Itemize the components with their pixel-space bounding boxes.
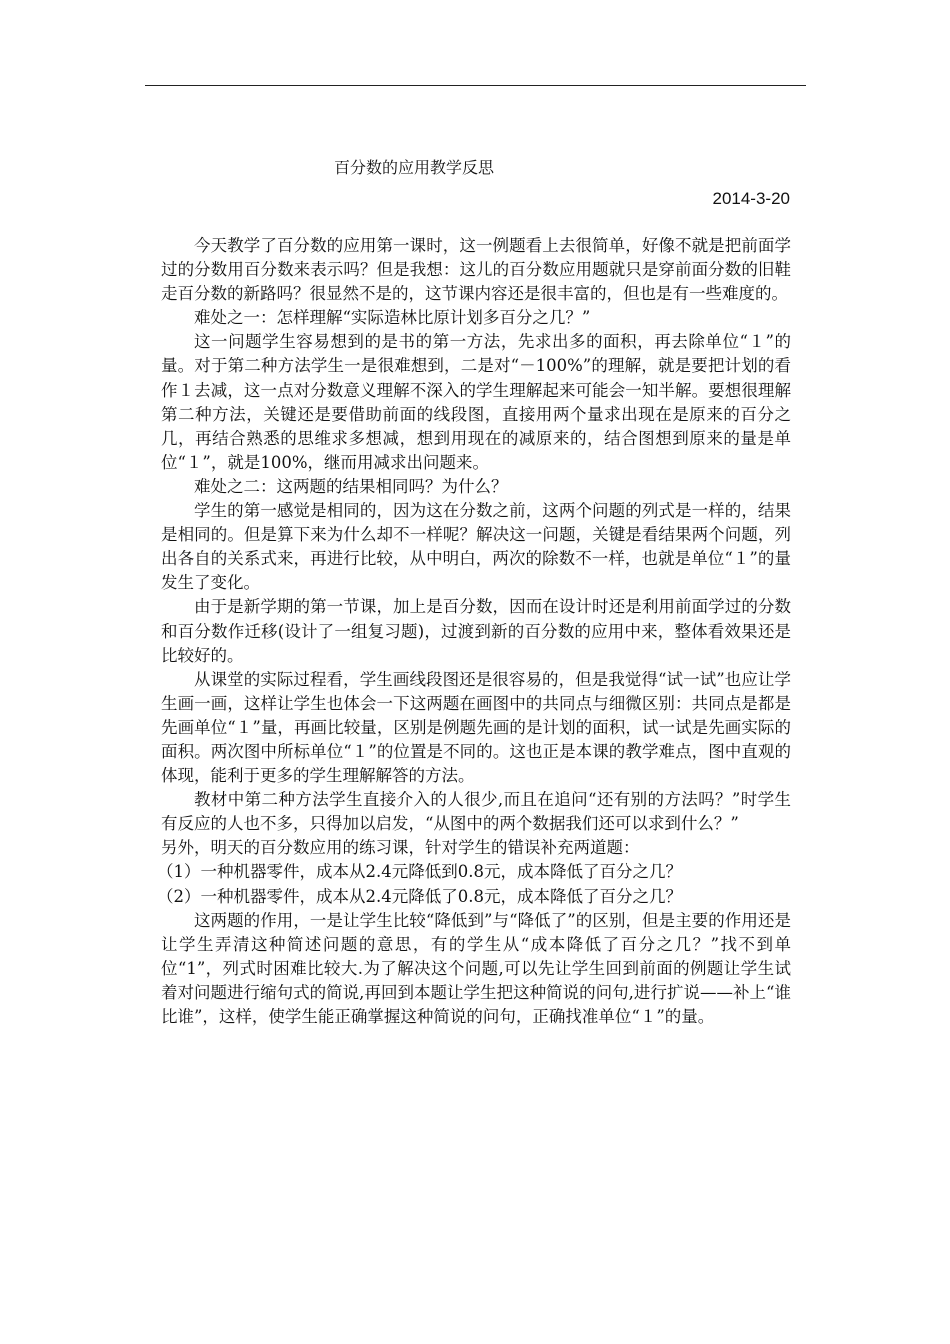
paragraph-difficulty-one-heading: 难处之一：怎样理解“实际造林比原计划多百分之几？” xyxy=(194,308,591,328)
paragraph-design: 由于是新学期的第一节课，加上是百分数，因而在设计时还是利用前面学过的分数和百分数作迁移(设计了一组复习题)，过渡到新的百分数的应用中来，整体看效果还是比较好的。 xyxy=(161,597,791,665)
exercise-question-2: （2）一种机器零件，成本从2.4元降低了0.8元，成本降低了百分之几？ xyxy=(157,886,682,906)
document-body xyxy=(157,234,791,1029)
header-rule xyxy=(145,85,806,86)
paragraph-difficulty-one-detail: 这一问题学生容易想到的是书的第一方法，先求出多的面积，再去除单位“１”的量。对于第二种方法学生一是很难想到，二是对“－100%”的理解，就是要把计划的看作１去减，这一点对分数意义理解不深入的学生理解起来可能会一知半解。要想很理解第二种方法，关键还是要借助前面的线段图，直接用两个量求出现在是原来的百分之几，再结合熟悉的思维求多想减，想到用现在的减原来的，结合图想到原来的量是单位“１”，就是100%，继而用减求出问题来。 xyxy=(161,332,791,472)
paragraph-additional-exercises: 另外，明天的百分数应用的练习课，针对学生的错误补充两道题： xyxy=(161,838,640,858)
paragraph-intro: 今天教学了百分数的应用第一课时，这一例题看上去很简单，好像不就是把前面学过的分数用百分数来表示吗？但是我想：这儿的百分数应用题就只是穿前面分数的旧鞋走百分数的新路吗？很显然不是的，这节课内容还是很丰富的，但也是有一些难度的。 xyxy=(161,236,791,304)
paragraph-difficulty-two-heading: 难处之二：这两题的结果相同吗？为什么？ xyxy=(194,476,508,496)
document-date: 2014-3-20 xyxy=(712,189,790,208)
paragraph-classroom: 从课堂的实际过程看，学生画线段图还是很容易的，但是我觉得“试一试”也应让学生画一画，这样让学生也体会一下这两题在画图中的共同点与细微区别：共同点是都是先画单位“１”量，再画比较量，区别是例题先画的是计划的面积，试一试是先画实际的面积。两次图中所标单位“１”的位置是不同的。这也正是本课的教学难点，图中直观的体现，能利于更多的学生理解解答的方法。 xyxy=(161,669,791,786)
paragraph-second-method: 教材中第二种方法学生直接介入的人很少,而且在追问“还有别的方法吗？”时学生有反应的人也不多，只得加以启发，“从图中的两个数据我们还可以求到什么？” xyxy=(161,790,791,834)
exercise-question-1: （1）一种机器零件，成本从2.4元降低到0.8元，成本降低了百分之几？ xyxy=(157,862,682,882)
paragraph-exercise-purpose: 这两题的作用，一是让学生比较“降低到”与“降低了”的区别，但是主要的作用还是让学生弄清这种简述问题的意思，有的学生从“成本降低了百分之几？”找不到单位“1”，列式时困难比较大.为了解决这个问题,可以先让学生回到前面的例题让学生试着对问题进行缩句式的简说,再回到本题让学生把这种简说的问句,进行扩说——补上“谁比谁”，这样，使学生能正确掌握这种简说的问句，正确找准单位“１”的量。 xyxy=(161,910,791,1026)
document-title: 百分数的应用教学反思 xyxy=(334,158,495,177)
paragraph-difficulty-two-detail: 学生的第一感觉是相同的，因为这在分数之前，这两个问题的列式是一样的，结果是相同的。但是算下来为什么却不一样呢？解决这一问题，关键是看结果两个问题，列出各自的关系式来，再进行比较，从中明白，两次的除数不一样，也就是单位“１”的量发生了变化。 xyxy=(161,501,791,593)
